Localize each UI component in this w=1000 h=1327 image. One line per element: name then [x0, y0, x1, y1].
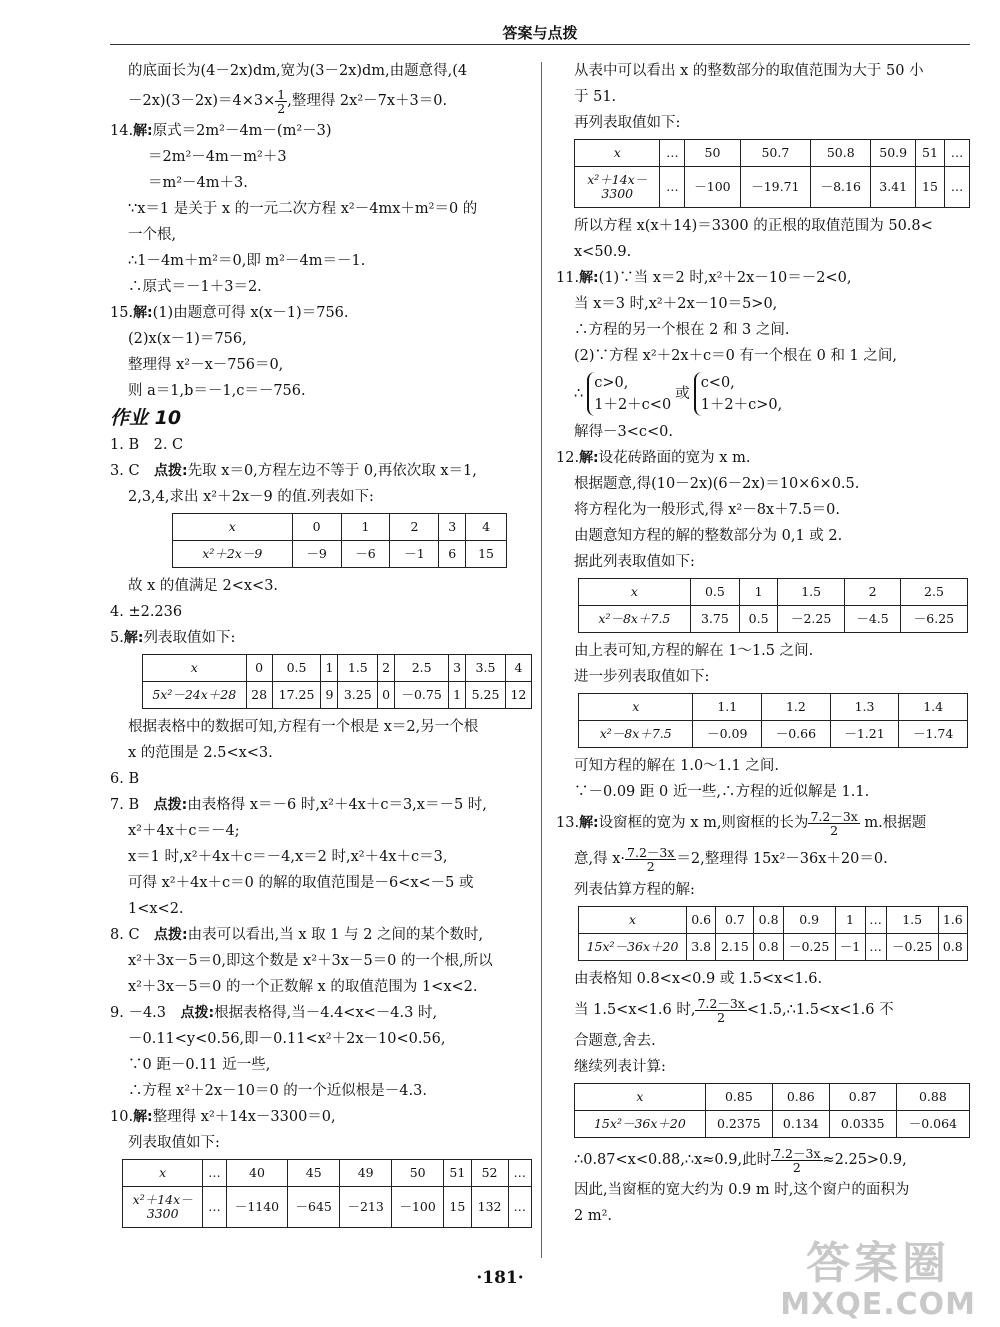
text-line: 可得 x²＋4x＋c＝0 的解的取值范围是－6<x<－5 或 — [128, 875, 474, 891]
table-cell: x²－8x＋7.5 — [579, 721, 693, 748]
text-line: ∵x＝1 是关于 x 的一元二次方程 x²－4mx＋m²＝0 的 — [128, 201, 478, 217]
text-line: (2)∵方程 x²＋2x＋c＝0 有一个根在 0 和 1 之间, — [574, 348, 897, 364]
table-cell: －1.74 — [899, 721, 968, 748]
table-cell: －8.16 — [811, 167, 871, 208]
text-line: 由题意知方程的解的整数部分为 0,1 或 2. — [574, 528, 843, 544]
fraction: $\frac{1}{2}$ — [277, 86, 286, 116]
fraction: $\frac{7.2-3x}{2}$ — [810, 808, 858, 838]
page-header: 答案与点拨 — [502, 24, 578, 42]
text-line: ＝m²－4m＋3. — [148, 175, 248, 191]
table-cell: 50 — [392, 1160, 444, 1187]
table-cell: －1 — [835, 934, 865, 961]
text-line: 的底面长为(4－2x)dm,宽为(3－2x)dm,由题意得,(4 — [128, 63, 468, 79]
system-1: c>0, 1＋2＋c<0 — [587, 372, 671, 416]
table-cell: 2 — [390, 514, 439, 541]
answer-12: 12.解:设花砖路面的宽为 x m. — [556, 450, 751, 466]
table-cell: 1.3 — [830, 694, 899, 721]
text-line: 2,3,4,求出 x²＋2x－9 的值.列表如下: — [128, 489, 374, 505]
table-cell: 3 — [439, 514, 466, 541]
text-line: 据此列表取值如下: — [574, 554, 695, 570]
text-line: x<50.9. — [574, 244, 632, 260]
table-cell: 0.6 — [686, 907, 715, 934]
table-cell: 50.9 — [871, 140, 915, 167]
table-cell: 51 — [444, 1160, 471, 1187]
text-line: 2 m². — [574, 1208, 613, 1224]
table-cell: －19.71 — [740, 167, 811, 208]
table-cell: 1.5 — [886, 907, 938, 934]
table-cell: 0.0335 — [829, 1111, 896, 1138]
answer-6: 6. B — [110, 771, 140, 787]
text-line: ∵0 距－0.11 近一些, — [128, 1057, 271, 1073]
table-cell: 3.8 — [686, 934, 715, 961]
table-cell: －100 — [685, 167, 740, 208]
answer-11: 11.解:(1)∵当 x＝2 时,x²＋2x－10＝－2<0, — [556, 270, 852, 286]
fraction: $\frac{7.2-3x}{2}$ — [627, 844, 675, 874]
table-row — [173, 541, 507, 568]
table-cell: … — [203, 1187, 226, 1228]
table-q12-a — [578, 578, 968, 633]
table-cell: 3.5 — [466, 655, 506, 682]
answer-8: 8. C 点拨:由表可以看出,当 x 取 1 与 2 之间的某个数时, — [110, 927, 484, 943]
table-cell: 2.5 — [900, 579, 967, 606]
text-line: 则 a＝1,b＝－1,c＝－756. — [128, 383, 306, 399]
answer-9: 9. －4.3 点拨:根据表格得,当－4.4<x<－4.3 时, — [110, 1005, 438, 1021]
table-row — [173, 514, 507, 541]
table-q3 — [172, 513, 507, 568]
table-cell: 15 — [466, 541, 507, 568]
table-cell: －0.064 — [896, 1111, 969, 1138]
table-cell: 15x²－36x＋20 — [579, 934, 687, 961]
table-row — [579, 579, 968, 606]
answer-3: 3. C 点拨:先取 x＝0,方程左边不等于 0,再依次取 x＝1, — [110, 463, 477, 479]
text-line: ∴1－4m＋m²＝0,即 m²－4m＝－1. — [128, 253, 366, 269]
table-row — [579, 907, 968, 934]
text-line: x＝1 时,x²＋4x＋c＝－4,x＝2 时,x²＋4x＋c＝3, — [128, 849, 448, 865]
text-line: ∴原式＝－1＋3＝2. — [128, 279, 262, 295]
text-line: 当 x＝3 时,x²＋2x－10＝5>0, — [574, 296, 778, 312]
text-line: x²＋4x＋c＝－4; — [128, 823, 240, 839]
table-cell: 52 — [471, 1160, 508, 1187]
table-cell: －213 — [340, 1187, 392, 1228]
table-q5 — [142, 654, 532, 709]
table-cell: x²＋14x－ 3300 — [575, 167, 660, 208]
table-cell: －100 — [392, 1187, 444, 1228]
table-row — [575, 167, 970, 208]
table-q13-b — [574, 1083, 970, 1138]
text-line: 所以方程 x(x＋14)＝3300 的正根的取值范围为 50.8< — [574, 218, 933, 234]
table-cell: x²＋2x－9 — [173, 541, 293, 568]
text-line: 于 51. — [574, 89, 617, 105]
answer-13: 13.解:设窗框的宽为 x m,则窗框的长为 $\frac{7.2-3x}{2}$ m.根据题 — [556, 808, 927, 838]
text-line: 可知方程的解在 1.0～1.1 之间. — [574, 758, 779, 774]
table-cell: 0.5 — [690, 579, 739, 606]
table-cell: 3.75 — [690, 606, 739, 633]
table-cell: 5x²－24x＋28 — [143, 682, 247, 709]
table-row — [123, 1160, 532, 1187]
table-cell: －0.09 — [693, 721, 762, 748]
table-cell: －6 — [341, 541, 390, 568]
text-line: 故 x 的值满足 2<x<3. — [128, 578, 279, 594]
table-cell: 1.2 — [762, 694, 831, 721]
table-cell: 51 — [915, 140, 944, 167]
table-cell: … — [945, 167, 970, 208]
text-line: 解得－3<c<0. — [574, 424, 673, 440]
table-row — [575, 1111, 970, 1138]
text-line: 意,得 x· $\frac{7.2-3x}{2}$ ＝2,整理得 15x²－36x＋20＝0. — [574, 844, 888, 874]
left-column — [110, 58, 530, 1233]
table-cell: －0.75 — [395, 682, 449, 709]
table-cell: 0.134 — [772, 1111, 829, 1138]
table-cell: x²－8x＋7.5 — [579, 606, 691, 633]
table-row — [579, 694, 968, 721]
text-line: ∵－0.09 距 0 近一些,∴方程的近似解是 1.1. — [574, 784, 870, 800]
table-q12-b — [578, 693, 968, 748]
text-line: ∴方程 x²＋2x－10＝0 的一个近似根是－4.3. — [128, 1083, 427, 1099]
table-cell: 45 — [288, 1160, 340, 1187]
page-number: ·181· — [476, 1268, 524, 1288]
table-cell: －645 — [288, 1187, 340, 1228]
table-cell: 9 — [321, 682, 338, 709]
text-line: ＝2m²－4m－m²＋3 — [148, 149, 287, 165]
table-cell: 3.41 — [871, 167, 915, 208]
table-cell: x — [579, 694, 693, 721]
right-column — [556, 58, 970, 1229]
table-cell: 1.5 — [338, 655, 378, 682]
table-row — [575, 140, 970, 167]
table-cell: 3 — [449, 655, 466, 682]
table-cell: … — [865, 907, 886, 934]
table-cell: －1140 — [226, 1187, 288, 1228]
text-line: 由表格知 0.8<x<0.9 或 1.5<x<1.6. — [574, 971, 823, 987]
table-cell: 1 — [449, 682, 466, 709]
table-cell: 1.5 — [778, 579, 845, 606]
table-cell: x²＋14x－ 3300 — [123, 1187, 203, 1228]
text-line: 整理得 x²－x－756＝0, — [128, 357, 284, 373]
table-cell: 0.9 — [783, 907, 835, 934]
table-cell: 1 — [740, 579, 778, 606]
table-cell: … — [508, 1160, 531, 1187]
table-cell: 0.8 — [754, 907, 783, 934]
inequality-systems: ∴ c>0, 1＋2＋c<0 或 c<0, 1＋2＋c>0, — [556, 369, 970, 419]
column-divider — [541, 62, 542, 1258]
text-line: ∴方程的另一个根在 2 和 3 之间. — [574, 322, 790, 338]
table-cell: －0.25 — [886, 934, 938, 961]
table-cell: 4 — [466, 514, 507, 541]
table-cell: －4.5 — [845, 606, 901, 633]
fraction: $\frac{7.2-3x}{2}$ — [697, 995, 745, 1025]
section-title: 作业 10 — [110, 407, 182, 429]
answer-4: 4. ±2.236 — [110, 604, 183, 620]
table-cell: 0.2375 — [705, 1111, 772, 1138]
table-cell: 0.85 — [705, 1084, 772, 1111]
table-cell: 50.7 — [740, 140, 811, 167]
table-cell: 2 — [378, 655, 395, 682]
text-line: ∴0.87<x<0.88,∴x≈0.9,此时 $\frac{7.2-3x}{2}$ ≈2.25>0.9, — [574, 1145, 907, 1175]
text-line: 将方程化为一般形式,得 x²－8x＋7.5＝0. — [574, 502, 841, 518]
table-cell: 49 — [340, 1160, 392, 1187]
table-row — [143, 682, 532, 709]
fraction: $\frac{7.2-3x}{2}$ — [773, 1145, 821, 1175]
text-line: 根据题意,得(10－2x)(6－2x)＝10×6×0.5. — [574, 476, 860, 492]
table-cell: 4 — [505, 655, 531, 682]
table-cell: －0.25 — [783, 934, 835, 961]
text-line: x 的范围是 2.5<x<3. — [128, 745, 273, 761]
text-line: 当 1.5<x<1.6 时, $\frac{7.2-3x}{2}$ <1.5,∴1.5<x<1.6 不 — [574, 995, 894, 1025]
table-cell: … — [865, 934, 886, 961]
table-q10-refine — [574, 139, 970, 208]
text-line: 列表取值如下: — [128, 1135, 220, 1151]
table-cell: x — [579, 907, 687, 934]
table-cell: 1 — [341, 514, 390, 541]
table-row — [123, 1187, 532, 1228]
table-cell: 0.88 — [896, 1084, 969, 1111]
text-line: 继续列表计算: — [574, 1059, 666, 1075]
table-cell: … — [203, 1160, 226, 1187]
table-cell: 0.7 — [716, 907, 754, 934]
table-cell: 0.8 — [754, 934, 783, 961]
table-cell: x — [575, 140, 660, 167]
watermark-logo: 答案圈 MXQE.COM — [780, 1238, 976, 1322]
answer-10: 10.解:整理得 x²＋14x－3300＝0, — [110, 1109, 336, 1125]
table-cell: x — [123, 1160, 203, 1187]
table-cell: 0 — [246, 655, 272, 682]
table-cell: 1.4 — [899, 694, 968, 721]
table-cell: … — [945, 140, 970, 167]
table-cell: 50 — [685, 140, 740, 167]
table-cell: 40 — [226, 1160, 288, 1187]
text-line: 根据表格中的数据可知,方程有一个根是 x＝2,另一个根 — [128, 719, 479, 735]
table-cell: －6.25 — [900, 606, 967, 633]
text-line: (2)x(x－1)＝756, — [128, 331, 247, 347]
table-cell: 0.5 — [740, 606, 778, 633]
answer-14: 14.解:原式＝2m²－4m－(m²－3) — [110, 123, 332, 139]
table-cell: 15 — [444, 1187, 471, 1228]
text-line: x²＋3x－5＝0 的一个正数解 x 的取值范围为 1<x<2. — [128, 979, 478, 995]
table-cell: … — [660, 167, 685, 208]
table-cell: 0.86 — [772, 1084, 829, 1111]
table-cell: －0.66 — [762, 721, 831, 748]
text-line: 一个根, — [128, 227, 177, 243]
table-cell: 1 — [321, 655, 338, 682]
text-line: 列表估算方程的解: — [574, 882, 695, 898]
table-cell: －9 — [292, 541, 341, 568]
table-cell: －1 — [390, 541, 439, 568]
table-row — [143, 655, 532, 682]
table-cell: 132 — [471, 1187, 508, 1228]
answer-5: 5.解:列表取值如下: — [110, 630, 236, 646]
table-cell: 15x²－36x＋20 — [575, 1111, 706, 1138]
table-cell: 28 — [246, 682, 272, 709]
table-cell: 2.15 — [716, 934, 754, 961]
table-cell: 3.25 — [338, 682, 378, 709]
header-rule — [110, 44, 970, 45]
table-cell: 1.1 — [693, 694, 762, 721]
table-q13-a — [578, 906, 968, 961]
table-cell: 0.8 — [938, 934, 967, 961]
table-row — [575, 1084, 970, 1111]
table-cell: … — [508, 1187, 531, 1228]
text-line: 合题意,舍去. — [574, 1033, 656, 1049]
table-row — [579, 606, 968, 633]
table-cell: 0 — [292, 514, 341, 541]
table-cell: 15 — [915, 167, 944, 208]
table-cell: －2.25 — [778, 606, 845, 633]
answer-7: 7. B 点拨:由表格得 x＝－6 时,x²＋4x＋c＝3,x＝－5 时, — [110, 797, 487, 813]
text-line: 再列表取值如下: — [574, 115, 681, 131]
table-cell: －1.21 — [830, 721, 899, 748]
table-cell: x — [143, 655, 247, 682]
table-q10 — [122, 1159, 532, 1228]
table-cell: 2 — [845, 579, 901, 606]
table-cell: 6 — [439, 541, 466, 568]
answer-15: 15.解:(1)由题意可得 x(x－1)＝756. — [110, 305, 349, 321]
table-cell: 12 — [505, 682, 531, 709]
answers-1-2: 1. B 2. C — [110, 437, 184, 453]
table-cell: 1 — [835, 907, 865, 934]
table-cell: x — [579, 579, 691, 606]
text-line: 由上表可知,方程的解在 1～1.5 之间. — [574, 643, 814, 659]
system-2: c<0, 1＋2＋c>0, — [694, 372, 783, 416]
text-line: －2x)(3－2x)＝4×3× $\frac{1}{2}$ ,整理得 2x²－7x＋3＝0. — [128, 86, 448, 116]
text-line: 因此,当窗框的宽大约为 0.9 m 时,这个窗户的面积为 — [574, 1182, 910, 1198]
table-row — [579, 721, 968, 748]
table-cell: … — [660, 140, 685, 167]
table-cell: 5.25 — [466, 682, 506, 709]
text-line: x²＋3x－5＝0,即这个数是 x²＋3x－5＝0 的一个根,所以 — [128, 953, 493, 969]
table-cell: 0.5 — [272, 655, 321, 682]
table-row — [579, 934, 968, 961]
table-cell: 2.5 — [395, 655, 449, 682]
table-cell: 17.25 — [272, 682, 321, 709]
text-line: 1<x<2. — [128, 901, 184, 917]
text-line: 从表中可以看出 x 的整数部分的取值范围为大于 50 小 — [574, 63, 924, 79]
table-cell: 50.8 — [811, 140, 871, 167]
text-line: 进一步列表取值如下: — [574, 669, 710, 685]
text-line: －0.11<y<0.56,即－0.11<x²＋2x－10<0.56, — [128, 1031, 446, 1047]
table-cell: 0.87 — [829, 1084, 896, 1111]
table-cell: 0 — [378, 682, 395, 709]
table-cell: x — [575, 1084, 706, 1111]
table-cell: x — [173, 514, 293, 541]
table-cell: 1.6 — [938, 907, 967, 934]
